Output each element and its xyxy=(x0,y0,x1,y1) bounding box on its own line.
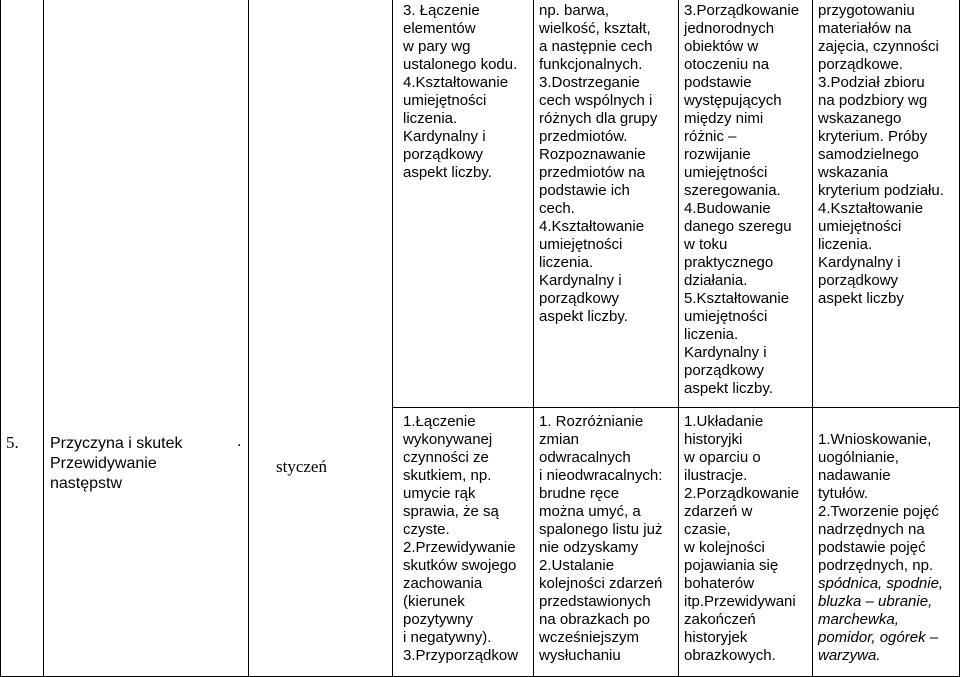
topic-dot: . xyxy=(237,433,242,450)
text-line: umycie rąk xyxy=(403,485,476,502)
text-line: Kardynalny i xyxy=(818,254,901,271)
text-line: czasie, xyxy=(684,521,731,538)
text-line: i negatywny). xyxy=(403,629,492,646)
row-number: 5. xyxy=(6,433,19,452)
text-line: 2.Przewidywanie xyxy=(403,539,516,556)
col4-top xyxy=(818,2,944,308)
text-line: podstawie ich xyxy=(539,182,630,199)
text-line: 2.Tworzenie pojęć xyxy=(818,503,939,520)
text-line: kolejności zdarzeń xyxy=(539,575,663,592)
text-line: i nieodwracalnych: xyxy=(539,467,663,484)
text-line: wskazanego xyxy=(818,110,902,127)
col1-bottom xyxy=(403,413,518,665)
text-line: wielkość, kształt, xyxy=(539,20,651,37)
text-line: spalonego listu już xyxy=(539,521,663,538)
text-line: w oparciu o xyxy=(684,449,761,466)
text-line: skutków swojego xyxy=(403,557,517,574)
text-line: umiejętności xyxy=(818,218,902,235)
text-line: np. barwa, xyxy=(539,2,610,19)
text-line: przedmiotów na xyxy=(539,164,645,181)
text-line: przygotowaniu xyxy=(818,2,915,19)
text-line: pojawiania się xyxy=(684,557,779,574)
text-line: ustalonego kodu. xyxy=(403,56,518,73)
text-line: Kardynalny i xyxy=(539,272,622,289)
text-line: itp.Przewidywani xyxy=(684,593,796,610)
text-line: odwracalnych xyxy=(539,449,631,466)
text-line: 2.Ustalanie xyxy=(539,557,615,574)
text-line: warzywa. xyxy=(818,647,881,664)
text-line: liczenia. xyxy=(403,110,458,127)
text-line: 4.Kształtowanie xyxy=(539,218,645,235)
text-line: pozytywny xyxy=(403,611,474,628)
text-line: funkcjonalnych. xyxy=(539,56,643,73)
text-line: w toku xyxy=(684,236,728,253)
text-line: wykonywanej xyxy=(403,431,493,448)
text-line: porządkowy xyxy=(539,290,620,307)
text-line: wskazania xyxy=(818,164,889,181)
text-line: 4.Kształtowanie xyxy=(403,74,509,91)
text-line: pomidor, ogórek – xyxy=(818,629,939,646)
text-line: w kolejności xyxy=(684,539,765,556)
text-line: umiejętności xyxy=(403,92,487,109)
text-line: zdarzeń w xyxy=(684,503,753,520)
text-line: działania. xyxy=(684,272,748,289)
text-line: zmian xyxy=(539,431,580,448)
text-line: a następnie cech xyxy=(539,38,653,55)
text-line: 1.Łączenie xyxy=(403,413,476,430)
text-line: samodzielnego xyxy=(818,146,919,163)
text-line: 1. Rozróżnianie xyxy=(539,413,644,430)
text-line: umiejętności xyxy=(539,236,623,253)
text-line: nie odzyskamy xyxy=(539,539,639,556)
text-line: podstawie pojęć xyxy=(818,539,926,556)
text-line: kryterium podziału. xyxy=(818,182,944,199)
text-line: na obrazkach po xyxy=(539,611,650,628)
text-line: Kardynalny i xyxy=(403,128,486,145)
text-line: 4.Budowanie xyxy=(684,200,771,217)
text-line: liczenia. xyxy=(539,254,594,271)
text-line: historyjek xyxy=(684,629,748,646)
text-line: na podzbiory wg xyxy=(818,92,928,109)
text-line: 3.Podział zbioru xyxy=(818,74,925,91)
text-line: marchewka, xyxy=(818,611,899,628)
text-line: różnic – xyxy=(684,128,737,145)
text-line: historyjki xyxy=(684,431,743,448)
text-line: porządkowe. xyxy=(818,56,904,73)
text-line: zajęcia, czynności xyxy=(818,38,939,55)
text-line: kryterium. Próby xyxy=(818,128,928,145)
text-line: występujących xyxy=(684,92,782,109)
text-line: jednorodnych xyxy=(684,20,775,37)
topic-title: Przyczyna i skutek xyxy=(50,435,183,452)
text-line: porządkowy xyxy=(818,272,899,289)
text-line: skutkiem, np. xyxy=(403,467,492,484)
text-line: czynności ze xyxy=(403,449,489,466)
text-line: cech. xyxy=(539,200,575,217)
col3-top xyxy=(684,2,799,398)
text-line: aspekt liczby. xyxy=(539,308,628,325)
text-line: bluzka – ubranie, xyxy=(818,593,933,610)
text-line: brudne ręce xyxy=(539,485,620,502)
text-line: 3.Porządkowanie xyxy=(684,2,800,19)
text-line: spódnica, spodnie, xyxy=(818,575,944,592)
text-line: przedstawionych xyxy=(539,593,651,610)
text-line: przedmiotów. xyxy=(539,128,628,145)
text-line: bohaterów xyxy=(684,575,755,592)
col2-top xyxy=(539,2,657,326)
text-line: wysłuchaniu xyxy=(539,647,621,664)
text-line: liczenia. xyxy=(818,236,873,253)
text-line: podstawie xyxy=(684,74,752,91)
text-line: 3.Dostrzeganie xyxy=(539,74,640,91)
text-line: 4.Kształtowanie xyxy=(818,200,924,217)
text-line: praktycznego xyxy=(684,254,774,271)
text-line: między nimi xyxy=(684,110,764,127)
text-line: porządkowy xyxy=(684,362,765,379)
text-line: nadawanie xyxy=(818,467,891,484)
month: styczeń xyxy=(276,457,327,476)
text-line: zakończeń xyxy=(684,611,756,628)
text-line: rozwijanie xyxy=(684,146,751,163)
text-line: Kardynalny i xyxy=(684,344,767,361)
topic-line-1 xyxy=(50,435,182,453)
text-line: 1.Układanie xyxy=(684,413,764,430)
text-line: umiejętności xyxy=(684,308,768,325)
text-line: różnych dla grupy xyxy=(539,110,658,127)
text-line: uogólnianie, xyxy=(818,449,899,466)
topic-line-3: następstw xyxy=(50,475,123,492)
text-line: obiektów w xyxy=(684,38,759,55)
text-line: materiałów na xyxy=(818,20,912,37)
text-line: tytułów. xyxy=(818,485,869,502)
text-line: aspekt liczby xyxy=(818,290,904,307)
text-line: podrzędnych, np. xyxy=(818,557,934,574)
text-line: nadrzędnych na xyxy=(818,521,925,538)
text-line: czyste. xyxy=(403,521,450,538)
text-line: Rozpoznawanie xyxy=(539,146,646,163)
text-line: zachowania xyxy=(403,575,483,592)
text-line: elementów xyxy=(403,20,476,37)
text-line: wcześniejszym xyxy=(539,629,640,646)
topic-line-2: Przewidywanie xyxy=(50,455,157,472)
text-line: 3. Łączenie xyxy=(403,2,480,19)
text-line: 5.Kształtowanie xyxy=(684,290,790,307)
text-line: szeregowania. xyxy=(684,182,781,199)
text-line: 3.Przyporządkow xyxy=(403,647,519,664)
text-line: 1.Wnioskowanie, xyxy=(818,431,932,448)
col1-top xyxy=(403,2,517,182)
text-line: ilustracje. xyxy=(684,467,748,484)
text-line: aspekt liczby. xyxy=(684,380,773,397)
text-line: można umyć, a xyxy=(539,503,641,520)
text-line: (kierunek xyxy=(403,593,465,610)
text-line: aspekt liczby. xyxy=(403,164,492,181)
text-line: cech wspólnych i xyxy=(539,92,653,109)
text-line: otoczeniu na xyxy=(684,56,770,73)
text-line: danego szeregu xyxy=(684,218,792,235)
text-line: umiejętności xyxy=(684,164,768,181)
col4-bottom xyxy=(818,431,939,575)
text-line: 2.Porządkowanie xyxy=(684,485,800,502)
col2-bottom xyxy=(539,413,662,665)
text-line: w pary wg xyxy=(403,38,471,55)
col4-italic-examples xyxy=(818,575,943,665)
text-line: sprawia, że są xyxy=(403,503,499,520)
col3-bottom xyxy=(684,413,799,665)
text-line: porządkowy xyxy=(403,146,484,163)
text-line: liczenia. xyxy=(684,326,739,343)
text-line: obrazkowych. xyxy=(684,647,776,664)
